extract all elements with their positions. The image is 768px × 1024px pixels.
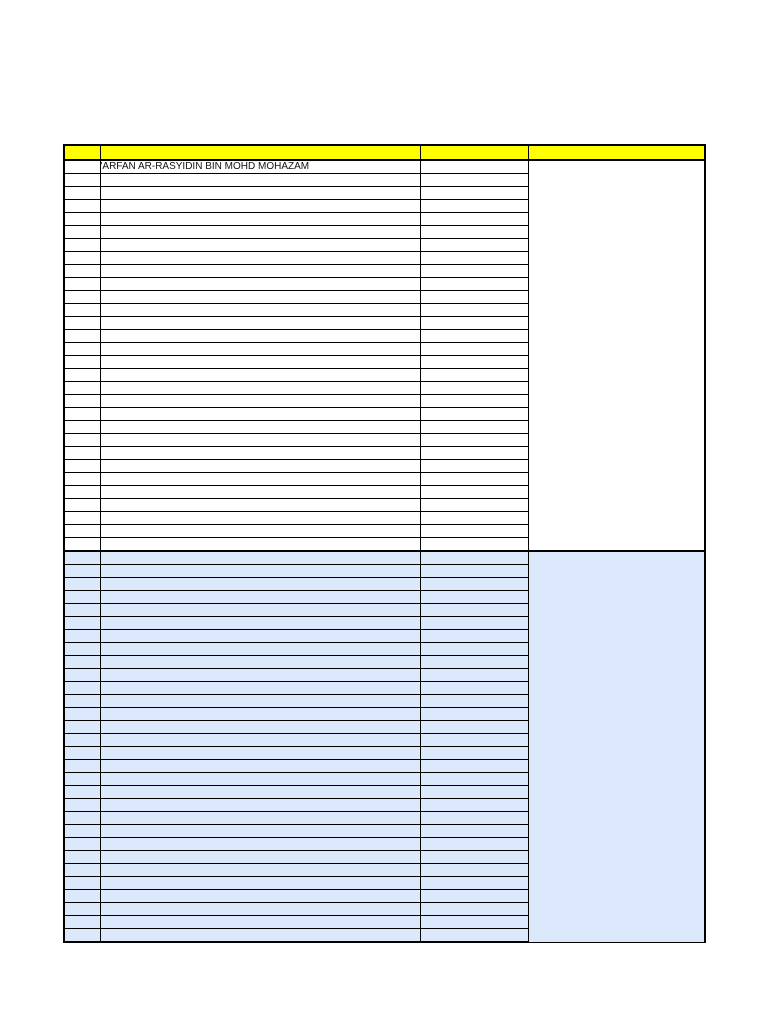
cell-no[interactable] xyxy=(64,538,100,552)
cell-no[interactable] xyxy=(64,382,100,395)
table-body xyxy=(64,145,705,942)
cell-col3[interactable] xyxy=(420,903,528,916)
cell-name[interactable] xyxy=(100,434,420,447)
cell-no[interactable] xyxy=(64,551,100,565)
header-cell-no xyxy=(64,145,100,160)
cell-name[interactable] xyxy=(100,786,420,799)
cell-no[interactable] xyxy=(64,226,100,239)
cell-no[interactable] xyxy=(64,591,100,604)
cell-name[interactable] xyxy=(100,330,420,343)
cell-col3[interactable] xyxy=(420,330,528,343)
cell-col3[interactable] xyxy=(420,369,528,382)
cell-col3[interactable] xyxy=(420,291,528,304)
cell-no[interactable] xyxy=(64,486,100,499)
cell-no[interactable] xyxy=(64,174,100,187)
cell-name[interactable] xyxy=(100,486,420,499)
cell-col3[interactable] xyxy=(420,473,528,486)
cell-col3[interactable] xyxy=(420,252,528,265)
cell-name[interactable] xyxy=(100,630,420,643)
cell-col3[interactable] xyxy=(420,265,528,278)
merged-remarks-cell[interactable] xyxy=(528,160,705,551)
cell-col3[interactable] xyxy=(420,551,528,565)
cell-col3[interactable] xyxy=(420,434,528,447)
cell-col3[interactable] xyxy=(420,356,528,369)
cell-col3[interactable] xyxy=(420,512,528,525)
cell-no[interactable] xyxy=(64,838,100,851)
cell-col3[interactable] xyxy=(420,760,528,773)
cell-col3[interactable] xyxy=(420,773,528,786)
header-row xyxy=(64,145,705,160)
cell-no[interactable] xyxy=(64,760,100,773)
cell-col3[interactable] xyxy=(420,578,528,591)
cell-no[interactable] xyxy=(64,265,100,278)
cell-col3[interactable] xyxy=(420,317,528,330)
cell-name[interactable] xyxy=(100,708,420,721)
cell-no[interactable] xyxy=(64,565,100,578)
cell-no[interactable] xyxy=(64,200,100,213)
cell-name[interactable] xyxy=(100,929,420,943)
cell-name[interactable] xyxy=(100,604,420,617)
cell-col3[interactable] xyxy=(420,656,528,669)
cell-col3[interactable] xyxy=(420,734,528,747)
cell-no[interactable] xyxy=(64,682,100,695)
cell-no[interactable] xyxy=(64,903,100,916)
merged-remarks-cell[interactable] xyxy=(528,551,705,942)
cell-name[interactable] xyxy=(100,734,420,747)
cell-col3[interactable] xyxy=(420,226,528,239)
cell-name[interactable] xyxy=(100,656,420,669)
cell-name[interactable] xyxy=(100,578,420,591)
cell-name[interactable] xyxy=(100,278,420,291)
cell-name[interactable] xyxy=(100,447,420,460)
cell-name[interactable] xyxy=(100,499,420,512)
cell-no[interactable] xyxy=(64,721,100,734)
cell-col3[interactable] xyxy=(420,799,528,812)
cell-name[interactable] xyxy=(100,812,420,825)
cell-no[interactable] xyxy=(64,617,100,630)
cell-no[interactable] xyxy=(64,278,100,291)
cell-name[interactable] xyxy=(100,187,420,200)
cell-col3[interactable] xyxy=(420,278,528,291)
table-row xyxy=(64,551,705,565)
cell-no[interactable] xyxy=(64,786,100,799)
cell-name[interactable] xyxy=(100,617,420,630)
cell-name[interactable] xyxy=(100,669,420,682)
spreadsheet xyxy=(63,144,704,943)
cell-name[interactable] xyxy=(100,877,420,890)
cell-name[interactable] xyxy=(100,395,420,408)
cell-name[interactable] xyxy=(100,551,420,565)
cell-col3[interactable] xyxy=(420,812,528,825)
cell-no[interactable] xyxy=(64,330,100,343)
cell-name[interactable] xyxy=(100,864,420,877)
cell-no[interactable] xyxy=(64,643,100,656)
cell-name[interactable] xyxy=(100,773,420,786)
cell-col3[interactable] xyxy=(420,408,528,421)
cell-no[interactable] xyxy=(64,708,100,721)
cell-col3[interactable] xyxy=(420,382,528,395)
cell-col3[interactable] xyxy=(420,525,528,538)
cell-no[interactable] xyxy=(64,369,100,382)
cell-name[interactable] xyxy=(100,512,420,525)
cell-name[interactable] xyxy=(100,200,420,213)
cell-no[interactable] xyxy=(64,356,100,369)
cell-no[interactable] xyxy=(64,317,100,330)
cell-name[interactable] xyxy=(100,682,420,695)
cell-no[interactable] xyxy=(64,395,100,408)
cell-name[interactable] xyxy=(100,565,420,578)
cell-name[interactable] xyxy=(100,838,420,851)
cell-col3[interactable] xyxy=(420,708,528,721)
cell-name[interactable] xyxy=(100,695,420,708)
cell-name[interactable] xyxy=(100,851,420,864)
cell-name[interactable] xyxy=(100,525,420,538)
cell-no[interactable] xyxy=(64,525,100,538)
cell-name[interactable] xyxy=(100,747,420,760)
cell-name[interactable] xyxy=(100,825,420,838)
cell-name[interactable] xyxy=(100,317,420,330)
cell-name[interactable] xyxy=(100,799,420,812)
cell-col3[interactable] xyxy=(420,851,528,864)
cell-col3[interactable] xyxy=(420,604,528,617)
cell-no[interactable] xyxy=(64,825,100,838)
cell-no[interactable] xyxy=(64,916,100,929)
cell-no[interactable] xyxy=(64,187,100,200)
cell-name[interactable] xyxy=(100,226,420,239)
cell-no[interactable] xyxy=(64,812,100,825)
cell-no[interactable] xyxy=(64,799,100,812)
cell-col3[interactable] xyxy=(420,916,528,929)
cell-col3[interactable] xyxy=(420,174,528,187)
cell-no[interactable] xyxy=(64,304,100,317)
cell-col3[interactable] xyxy=(420,460,528,473)
cell-name[interactable] xyxy=(100,408,420,421)
cell-no[interactable] xyxy=(64,473,100,486)
cell-col3[interactable] xyxy=(420,669,528,682)
cell-col3[interactable] xyxy=(420,486,528,499)
cell-name[interactable] xyxy=(100,213,420,226)
cell-col3[interactable] xyxy=(420,395,528,408)
cell-name[interactable] xyxy=(100,343,420,356)
cell-no[interactable] xyxy=(64,239,100,252)
cell-col3[interactable] xyxy=(420,160,528,174)
cell-col3[interactable] xyxy=(420,200,528,213)
header-cell-name xyxy=(100,145,420,160)
cell-name[interactable] xyxy=(100,890,420,903)
cell-col3[interactable] xyxy=(420,695,528,708)
cell-col3[interactable] xyxy=(420,617,528,630)
cell-name[interactable] xyxy=(100,760,420,773)
cell-no[interactable] xyxy=(64,851,100,864)
cell-no[interactable] xyxy=(64,747,100,760)
cell-name[interactable] xyxy=(100,304,420,317)
cell-name[interactable] xyxy=(100,591,420,604)
cell-col3[interactable] xyxy=(420,643,528,656)
cell-name[interactable] xyxy=(100,916,420,929)
cell-name[interactable] xyxy=(100,174,420,187)
cell-no[interactable] xyxy=(64,734,100,747)
cell-col3[interactable] xyxy=(420,786,528,799)
cell-col3[interactable] xyxy=(420,447,528,460)
cell-name[interactable] xyxy=(100,382,420,395)
cell-name[interactable] xyxy=(100,369,420,382)
cell-no[interactable] xyxy=(64,630,100,643)
cell-col3[interactable] xyxy=(420,213,528,226)
header-cell-col3 xyxy=(420,145,528,160)
cell-no[interactable] xyxy=(64,864,100,877)
cell-col3[interactable] xyxy=(420,565,528,578)
cell-no[interactable] xyxy=(64,460,100,473)
cell-col3[interactable] xyxy=(420,591,528,604)
cell-col3[interactable] xyxy=(420,721,528,734)
cell-no[interactable] xyxy=(64,669,100,682)
cell-col3[interactable] xyxy=(420,304,528,317)
cell-no[interactable] xyxy=(64,213,100,226)
cell-col3[interactable] xyxy=(420,187,528,200)
cell-col3[interactable] xyxy=(420,239,528,252)
cell-name[interactable] xyxy=(100,239,420,252)
cell-col3[interactable] xyxy=(420,838,528,851)
data-table xyxy=(63,144,706,943)
cell-col3[interactable] xyxy=(420,747,528,760)
cell-no[interactable] xyxy=(64,434,100,447)
cell-no[interactable] xyxy=(64,291,100,304)
cell-no[interactable] xyxy=(64,890,100,903)
cell-no[interactable] xyxy=(64,160,100,174)
cell-no[interactable] xyxy=(64,447,100,460)
cell-name[interactable] xyxy=(100,473,420,486)
cell-col3[interactable] xyxy=(420,499,528,512)
cell-no[interactable] xyxy=(64,773,100,786)
cell-name[interactable] xyxy=(100,643,420,656)
cell-col3[interactable] xyxy=(420,682,528,695)
cell-name[interactable] xyxy=(100,291,420,304)
cell-no[interactable] xyxy=(64,877,100,890)
cell-no[interactable] xyxy=(64,343,100,356)
cell-no[interactable] xyxy=(64,408,100,421)
header-cell-col4 xyxy=(528,145,705,160)
cell-col3[interactable] xyxy=(420,929,528,943)
cell-col3[interactable] xyxy=(420,343,528,356)
table-row xyxy=(64,160,705,174)
cell-col3[interactable] xyxy=(420,890,528,903)
cell-name[interactable] xyxy=(100,421,420,434)
cell-name[interactable]: 'ARFAN AR-RASYIDIN BIN MOHD MOHAZAM xyxy=(100,160,420,174)
cell-no[interactable] xyxy=(64,656,100,669)
cell-no[interactable] xyxy=(64,929,100,943)
cell-name[interactable] xyxy=(100,903,420,916)
cell-no[interactable] xyxy=(64,252,100,265)
cell-no[interactable] xyxy=(64,512,100,525)
cell-name[interactable] xyxy=(100,538,420,552)
cell-no[interactable] xyxy=(64,499,100,512)
cell-col3[interactable] xyxy=(420,825,528,838)
cell-no[interactable] xyxy=(64,695,100,708)
cell-name[interactable] xyxy=(100,460,420,473)
cell-col3[interactable] xyxy=(420,630,528,643)
cell-name[interactable] xyxy=(100,721,420,734)
cell-col3[interactable] xyxy=(420,538,528,552)
cell-no[interactable] xyxy=(64,578,100,591)
cell-col3[interactable] xyxy=(420,877,528,890)
cell-col3[interactable] xyxy=(420,864,528,877)
cell-name[interactable] xyxy=(100,252,420,265)
cell-no[interactable] xyxy=(64,421,100,434)
cell-name[interactable] xyxy=(100,356,420,369)
cell-name[interactable] xyxy=(100,265,420,278)
cell-col3[interactable] xyxy=(420,421,528,434)
cell-no[interactable] xyxy=(64,604,100,617)
